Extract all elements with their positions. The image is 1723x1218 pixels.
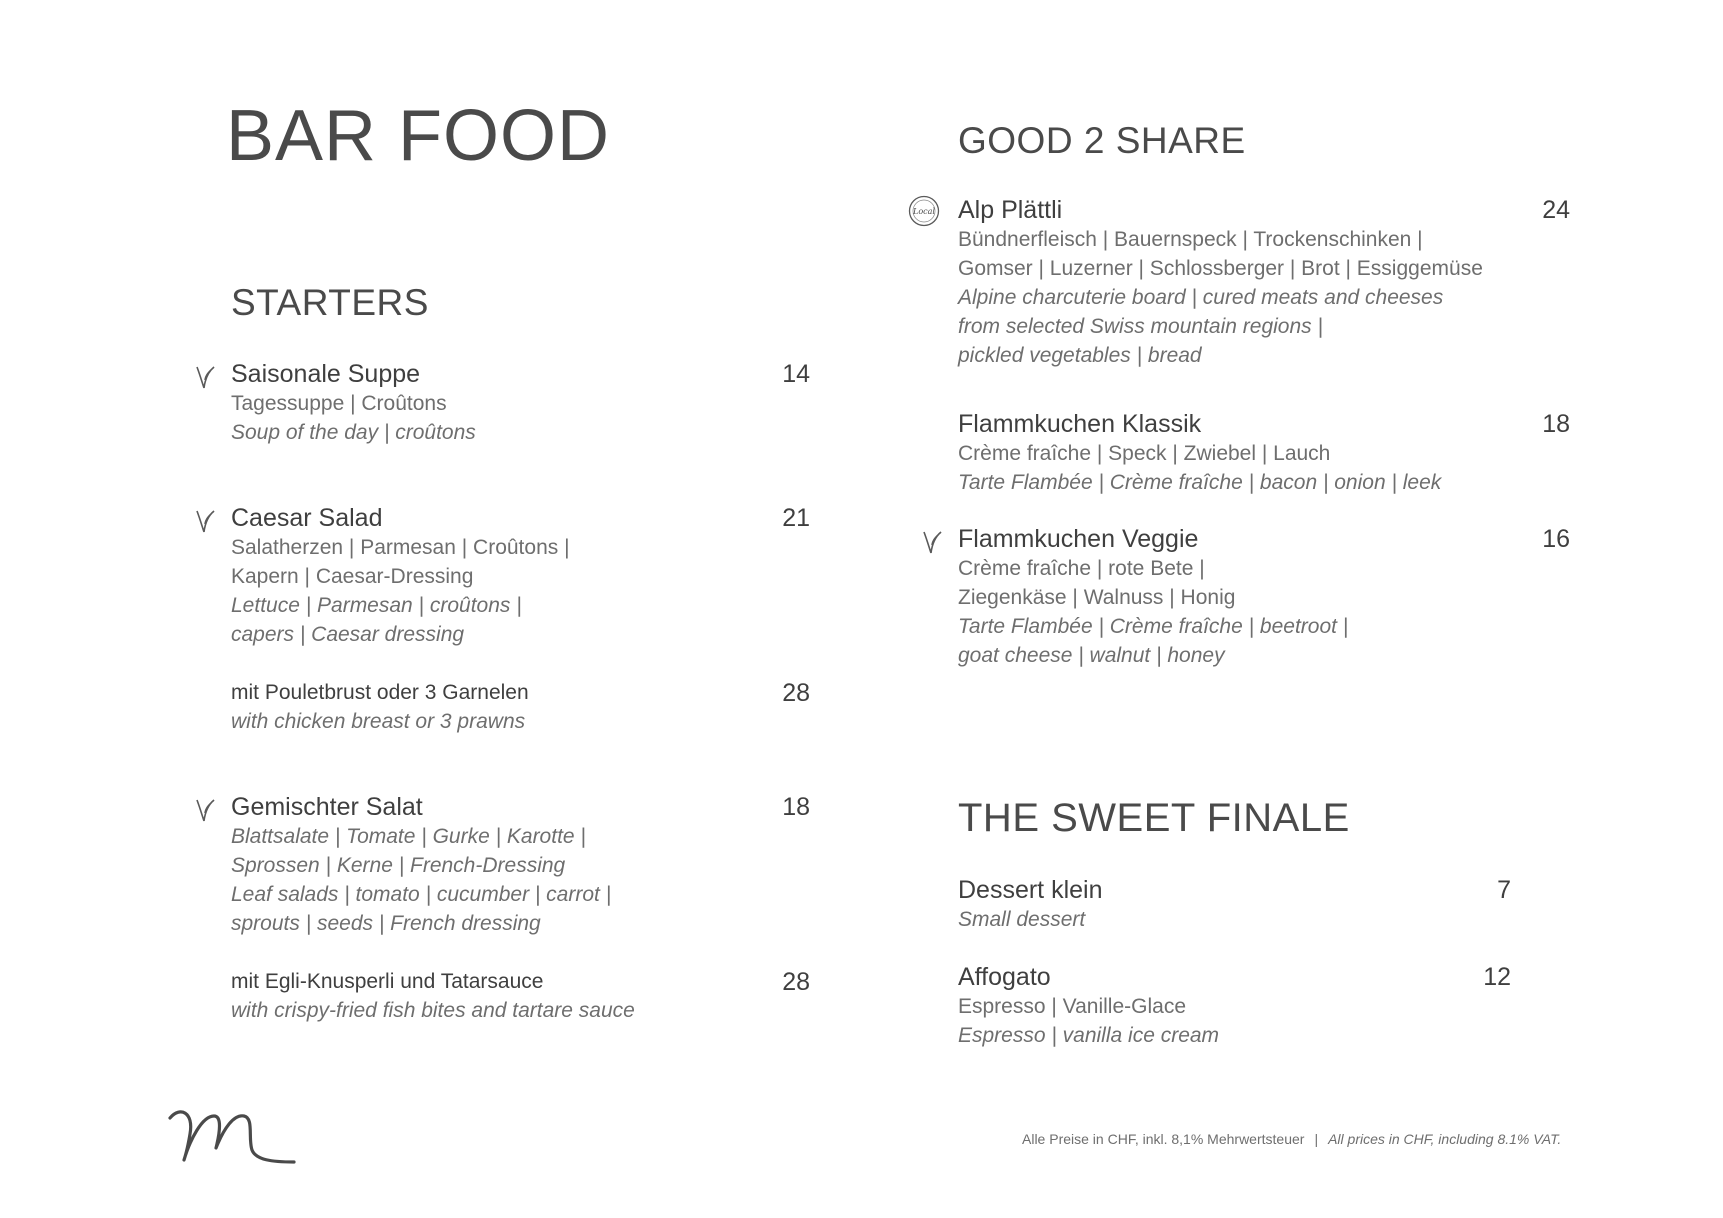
item-desc-de: Tagessuppe | Croûtons xyxy=(231,392,447,415)
menu-addon-caesar xyxy=(231,678,810,736)
item-desc-en: Small dessert xyxy=(958,908,1086,931)
item-price: 24 xyxy=(1542,196,1570,224)
item-price: 12 xyxy=(1483,963,1511,991)
footer-price-note xyxy=(1022,1131,1561,1147)
addon-name: mit Pouletbrust oder 3 Garnelen xyxy=(231,681,529,704)
page-title: BAR FOOD xyxy=(226,96,611,176)
addon-desc-en: with chicken breast or 3 prawns xyxy=(231,710,526,733)
item-desc-de: Kapern | Caesar-Dressing xyxy=(231,565,474,588)
section-title-share: GOOD 2 SHARE xyxy=(958,120,1246,161)
addon-desc-en: with crispy-fried fish bites and tartare sauce xyxy=(231,999,635,1022)
menu-item-dessert-klein xyxy=(958,875,1511,934)
footer-note-en: All prices in CHF, including 8.1% VAT. xyxy=(1328,1131,1562,1147)
menu-addon-gemischter xyxy=(231,967,810,1025)
leaf-icon xyxy=(194,796,216,824)
item-desc-en: pickled vegetables | bread xyxy=(958,344,1202,367)
item-name: Gemischter Salat xyxy=(231,793,423,821)
item-desc-de: Blattsalate | Tomate | Gurke | Karotte | xyxy=(231,825,586,848)
section-title-sweet: THE SWEET FINALE xyxy=(958,796,1350,840)
item-desc-en: Leaf salads | tomato | cucumber | carrot | xyxy=(231,883,612,906)
m-script-logo xyxy=(168,1104,296,1166)
item-desc-en: Espresso | vanilla ice cream xyxy=(958,1024,1220,1047)
item-name: Caesar Salad xyxy=(231,504,383,532)
item-price: 16 xyxy=(1542,525,1570,553)
item-desc-de: Sprossen | Kerne | French-Dressing xyxy=(231,854,566,877)
item-desc-de: Salatherzen | Parmesan | Croûtons | xyxy=(231,536,570,559)
item-desc-de: Crème fraîche | Speck | Zwiebel | Lauch xyxy=(958,442,1331,465)
leaf-icon xyxy=(194,363,216,391)
badge-text: Local xyxy=(913,207,935,216)
item-price: 18 xyxy=(782,793,810,821)
item-desc-de: Bündnerfleisch | Bauernspeck | Trockenschinken | xyxy=(958,228,1423,251)
item-price: 14 xyxy=(782,360,810,388)
item-desc-de: Espresso | Vanille-Glace xyxy=(958,995,1186,1018)
footer-note-de: Alle Preise in CHF, inkl. 8,1% Mehrwertsteuer xyxy=(1022,1131,1305,1147)
item-name: Saisonale Suppe xyxy=(231,360,421,388)
item-desc-en: Tarte Flambée | Crème fraîche | bacon | onion | leek xyxy=(958,471,1442,494)
item-name: Alp Plättli xyxy=(958,196,1063,224)
item-name: Affogato xyxy=(958,963,1051,991)
item-desc-en: Tarte Flambée | Crème fraîche | beetroot | xyxy=(958,615,1349,638)
item-desc-de: Gomser | Luzerner | Schlossberger | Brot | Essiggemüse xyxy=(958,257,1483,280)
item-desc-de: Ziegenkäse | Walnuss | Honig xyxy=(958,586,1236,609)
item-desc-en: sprouts | seeds | French dressing xyxy=(231,912,541,935)
addon-price: 28 xyxy=(782,679,810,707)
item-name: Dessert klein xyxy=(958,876,1103,904)
menu-item-affogato xyxy=(958,962,1511,1050)
item-price: 18 xyxy=(1542,410,1570,438)
item-desc-en: Alpine charcuterie board | cured meats and cheeses xyxy=(958,286,1444,309)
addon-price: 28 xyxy=(782,968,810,996)
leaf-icon xyxy=(921,528,943,556)
item-desc-de: Crème fraîche | rote Bete | xyxy=(958,557,1205,580)
item-desc-en: from selected Swiss mountain regions | xyxy=(958,315,1323,338)
item-desc-en: Soup of the day | croûtons xyxy=(231,421,476,444)
item-price: 7 xyxy=(1497,876,1511,904)
item-price: 21 xyxy=(782,504,810,532)
item-name: Flammkuchen Veggie xyxy=(958,525,1199,553)
menu-item-flammkuchen-klassik xyxy=(958,409,1570,497)
footer-separator: | xyxy=(1314,1131,1319,1147)
leaf-icon xyxy=(194,507,216,535)
item-name: Flammkuchen Klassik xyxy=(958,410,1202,438)
section-title-starters: STARTERS xyxy=(231,282,429,323)
item-desc-en: Lettuce | Parmesan | croûtons | xyxy=(231,594,522,617)
item-desc-en: goat cheese | walnut | honey xyxy=(958,644,1225,667)
item-desc-en: capers | Caesar dressing xyxy=(231,623,465,646)
local-badge-icon xyxy=(908,195,940,227)
addon-name: mit Egli-Knusperli und Tatarsauce xyxy=(231,970,544,993)
